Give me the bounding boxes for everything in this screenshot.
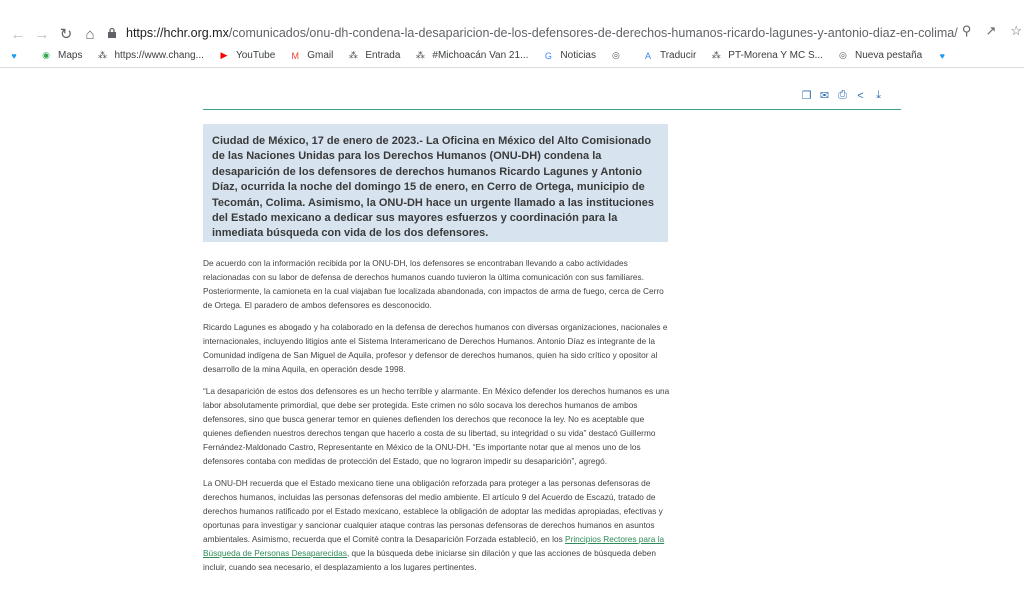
copy-icon[interactable]: ❐ — [801, 90, 812, 102]
print-icon[interactable]: ⎙ — [838, 89, 847, 101]
home-icon[interactable]: ⌂ — [85, 25, 95, 43]
bookmark-label: Traducir — [659, 50, 697, 61]
new-tab-icon: ◎ — [839, 50, 847, 60]
maps-icon: ◉ — [42, 50, 50, 60]
url-domain: https://hchr.org.mx — [126, 26, 229, 40]
share-icon[interactable]: < — [857, 89, 864, 102]
bookmark-item[interactable] — [710, 50, 823, 62]
bookmark-label: Gmail — [307, 50, 334, 61]
mail-icon[interactable]: ✉ — [819, 90, 830, 102]
divider — [203, 109, 901, 110]
bookmark-item[interactable] — [936, 50, 954, 62]
article-body — [203, 256, 673, 582]
share-page-icon[interactable]: ↗ — [985, 23, 997, 38]
noticias-icon: G — [544, 50, 552, 61]
bookmark-item[interactable] — [8, 50, 26, 62]
paragraph-text: La ONU-DH recuerda que el Estado mexicano tiene una obligación reforzada para proteger a las personas defensoras de derechos humanos, incluidas las personas defensoras del medio ambiente. El artículo 9 del Acuerdo de Escazú, tratado de derechos humanos ratificado por el Estado mexicano, establece la obligación de adoptar las medidas apropiadas, efectivas y oportunas para investigar y sancionar cualquier ataque contras las personas defensoras de derechos humanos en asuntos ambientales. Asimismo, recuerda que el Comité contra la Desaparición Forzada estableció, en los — [203, 478, 663, 544]
ptmorena-icon: ⁂ — [711, 50, 721, 60]
paragraph: Ricardo Lagunes es abogado y ha colaborado en la defensa de derechos humanos con diversas organizaciones, nacionales e internacionales, incluyendo litigios ante el Sistema Interamericano de Derechos Humanos. Antonio Díaz es integrante de la Comunidad indígena de San Miguel de Aquila, profesor y defensor de derechos humanos, quien ha sido crítico y opositor al desarrollo de la mina Aquila, en operación desde 1998. — [203, 322, 668, 374]
bookmark-item[interactable] — [610, 50, 628, 62]
paragraph: De acuerdo con la información recibida por la ONU-DH, los defensores se encontraban llevando a cabo actividades relacionadas con su labor de defensa de derechos humanos cuando tuvieron la última comunicación con sus familiares. Posteriormente, la camioneta en la cual viajaban fue localizada abandonada, con impactos de arma de fuego, cerca de Cerro de Ortega. El paradero de ambos defensores es desconocido. — [203, 258, 664, 310]
bookmarks-bar — [0, 44, 1024, 68]
download-icon[interactable]: ⤓ — [876, 89, 881, 101]
address-row — [0, 0, 1024, 44]
bookmark-item[interactable] — [289, 50, 333, 62]
bookmark-label: Nueva pestaña — [854, 50, 923, 61]
paragraph: “La desaparición de estos dos defensores es un hecho terrible y alarmante. En México defender los derechos humanos es una labor absolutamente primordial, que debe ser protegida. Este crimen no sólo socava los derechos humanos de ambos defensores, sino que busca generar temor en quienes defienden los derechos que reconoce la ley. No es aceptable que quienes defienden nuestros derechos tengan que hacerlo a costa de su libertad, su integridad o su vida” destacó Guillermo Fernández-Maldonado Castro, Representante en México de la ONU-DH. “Es importante notar que al menos uno de los defensores contaba con medidas de protección del Estado, que no lograron impedir su desaparición”, agregó. — [203, 386, 670, 466]
bookmark-item[interactable] — [837, 50, 922, 62]
bookmark-item[interactable] — [40, 50, 82, 62]
michoacan-icon: ⁂ — [415, 50, 425, 60]
reload-icon[interactable]: ↻ — [59, 26, 73, 43]
bookmark-item[interactable] — [642, 50, 696, 62]
article-page — [0, 68, 1024, 612]
back-icon[interactable]: ← — [10, 25, 26, 43]
twitter-icon: ♥ — [939, 50, 945, 61]
bookmark-label: #Michoacán Van 21... — [432, 50, 529, 61]
translate-icon: A — [644, 50, 651, 61]
gmail-icon: M — [291, 50, 299, 61]
summary-box: Ciudad de México, 17 de enero de 2023.- La Oficina en México del Alto Comisionado de las Naciones Unidas para los Derechos Humanos (ONU-DH) condena la desaparición de los defensores de derechos humanos Ricardo Lagunes y Antonio Díaz, ocurrida la noche del domingo 15 de enero, en Cerro de Ortega, municipio de Tecomán, Colima. Asimismo, la ONU-DH hace un urgente llamado a las instituciones del Estado mexicano a dedicar sus mayores esfuerzos y coordinación para la inmediata búsqueda con vida de los dos defensores. — [203, 124, 668, 242]
bookmark-label: Entrada — [365, 50, 401, 61]
youtube-icon: ▶ — [220, 50, 228, 60]
bookmark-item[interactable] — [414, 50, 528, 62]
globe-icon: ◎ — [612, 50, 620, 60]
paragraph — [203, 476, 673, 574]
url-bar[interactable] — [106, 24, 958, 42]
change-icon: ⁂ — [97, 50, 107, 60]
entrada-icon: ⁂ — [348, 50, 358, 60]
bookmark-item[interactable] — [218, 50, 275, 62]
bookmark-label: Maps — [58, 50, 83, 61]
bookmark-label: https://www.chang... — [114, 50, 204, 61]
bookmark-label: Noticias — [560, 50, 596, 61]
bookmark-label: YouTube — [235, 50, 276, 61]
principios-link[interactable]: Principios Rectores para la Búsqueda de Personas Desaparecidas — [203, 534, 665, 558]
article-tools — [800, 89, 885, 102]
forward-icon[interactable]: → — [34, 25, 50, 43]
twitter-icon: ♥ — [11, 50, 17, 61]
star-icon[interactable]: ☆ — [1010, 23, 1022, 38]
lock-icon — [106, 27, 118, 39]
bookmark-item[interactable] — [347, 50, 400, 62]
zoom-icon[interactable]: ⚲ — [961, 23, 972, 38]
paragraph-text: , que la búsqueda debe iniciarse sin dilación y que las acciones de búsqueda deben incluir, cuando sea necesario, el desplazamiento a los lugares pertinentes. — [203, 548, 656, 572]
bookmark-label: PT-Morena Y MC S... — [728, 50, 823, 61]
bookmark-item[interactable] — [96, 50, 204, 62]
bookmark-item[interactable] — [542, 50, 596, 62]
url-path: /comunicados/onu-dh-condena-la-desaparicion-de-los-defensores-de-derechos-humanos-ricardo-lagunes-y-antonio-diaz-en-colima/ — [228, 26, 958, 40]
